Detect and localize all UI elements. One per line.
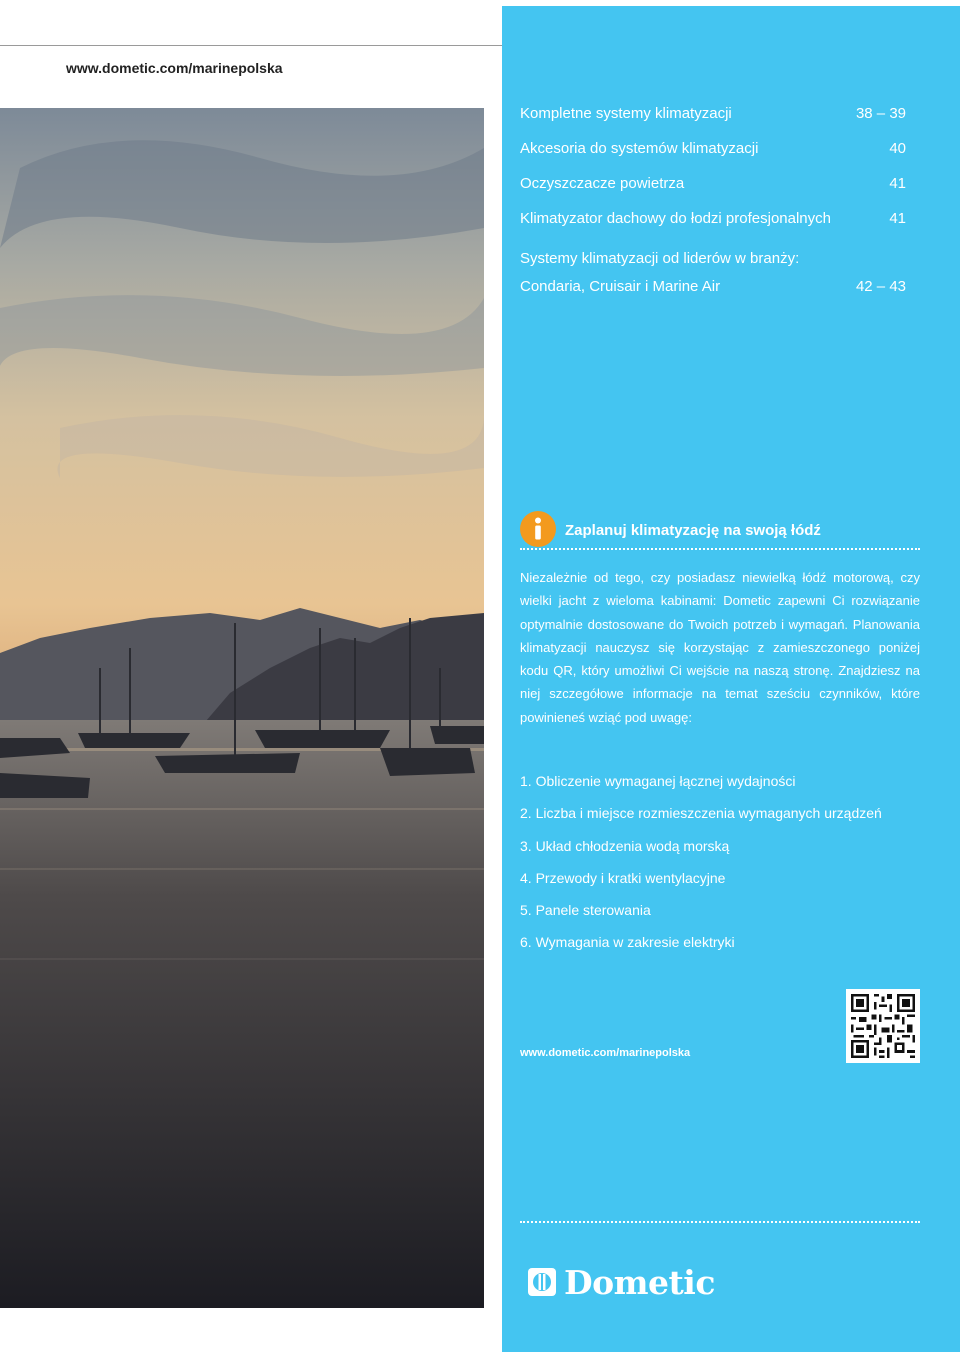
toc-item-title: Oczyszczacze powietrza xyxy=(520,175,685,192)
dometic-wordmark: Dometic xyxy=(564,1262,715,1302)
list-item: 1. Obliczenie wymaganej łącznej wydajności xyxy=(520,773,796,789)
dotted-divider xyxy=(520,1221,920,1223)
toc-item[interactable] xyxy=(520,209,906,244)
header-rule xyxy=(0,45,502,46)
toc-item-title-line1: Systemy klimatyzacji od liderów w branży: xyxy=(520,250,800,267)
list-item: 5. Panele sterowania xyxy=(520,902,651,919)
dometic-logo-icon xyxy=(528,1268,556,1296)
info-panel xyxy=(502,6,960,1352)
toc-item-pages: 40 xyxy=(889,140,906,157)
qr-code[interactable] xyxy=(846,989,920,1063)
info-body: Niezależnie od tego, czy posiadasz niewielką łódź motorową, czy wielki jacht z wieloma kabinami: Dometic zapewni Ci rozwiązanie optymalnie dostosowane do Twoich potrzeb i wymagań. Planowania klimatyzacji nauczysz się korzystając z zamieszczonego poniżej kodu QR, który umożliwi Ci wejście na naszą stronę. Znajdziesz na niej szczegółowe informacje na temat sześciu czynników, które powinieneś wziąć pod uwagę: xyxy=(520,570,920,725)
toc-item[interactable] xyxy=(520,139,906,174)
dometic-logo xyxy=(528,1262,715,1302)
footer-url[interactable]: www.dometic.com/marinepolska xyxy=(520,1047,691,1059)
list-item: 3. Układ chłodzenia wodą morską xyxy=(520,837,730,854)
list-item: 6. Wymagania w zakresie elektryki xyxy=(520,934,735,951)
toc-item[interactable] xyxy=(520,249,906,297)
toc-item-pages: 41 xyxy=(889,210,906,227)
toc-item-title: Akcesoria do systemów klimatyzacji xyxy=(520,140,759,157)
toc-item[interactable] xyxy=(520,104,906,139)
info-heading xyxy=(520,509,920,549)
sunset-harbor-photo xyxy=(0,108,484,1308)
info-title: Zaplanuj klimatyzację na swoją łódź xyxy=(565,522,821,539)
list-item: 4. Przewody i kratki wentylacyjne xyxy=(520,869,726,886)
list-item: 2. Liczba i miejsce rozmieszczenia wymaganych urządzeń xyxy=(520,805,882,822)
toc-item-pages: 42 – 43 xyxy=(855,278,906,295)
toc-item-title-line2: Condaria, Cruisair i Marine Air xyxy=(520,278,721,295)
toc-item-title xyxy=(520,249,856,297)
info-icon xyxy=(520,511,556,547)
dotted-divider xyxy=(520,548,920,550)
toc-item-title: Klimatyzator dachowy do łodzi profesjonalnych xyxy=(520,210,831,227)
toc-item-pages: 41 xyxy=(889,175,906,192)
table-of-contents xyxy=(520,104,906,297)
header-url[interactable]: www.dometic.com/marinepolska xyxy=(66,60,283,76)
factor-list xyxy=(520,770,882,964)
toc-item-title: Kompletne systemy klimatyzacji xyxy=(520,105,732,122)
toc-item-pages: 38 – 39 xyxy=(855,105,906,122)
toc-item[interactable] xyxy=(520,174,906,209)
